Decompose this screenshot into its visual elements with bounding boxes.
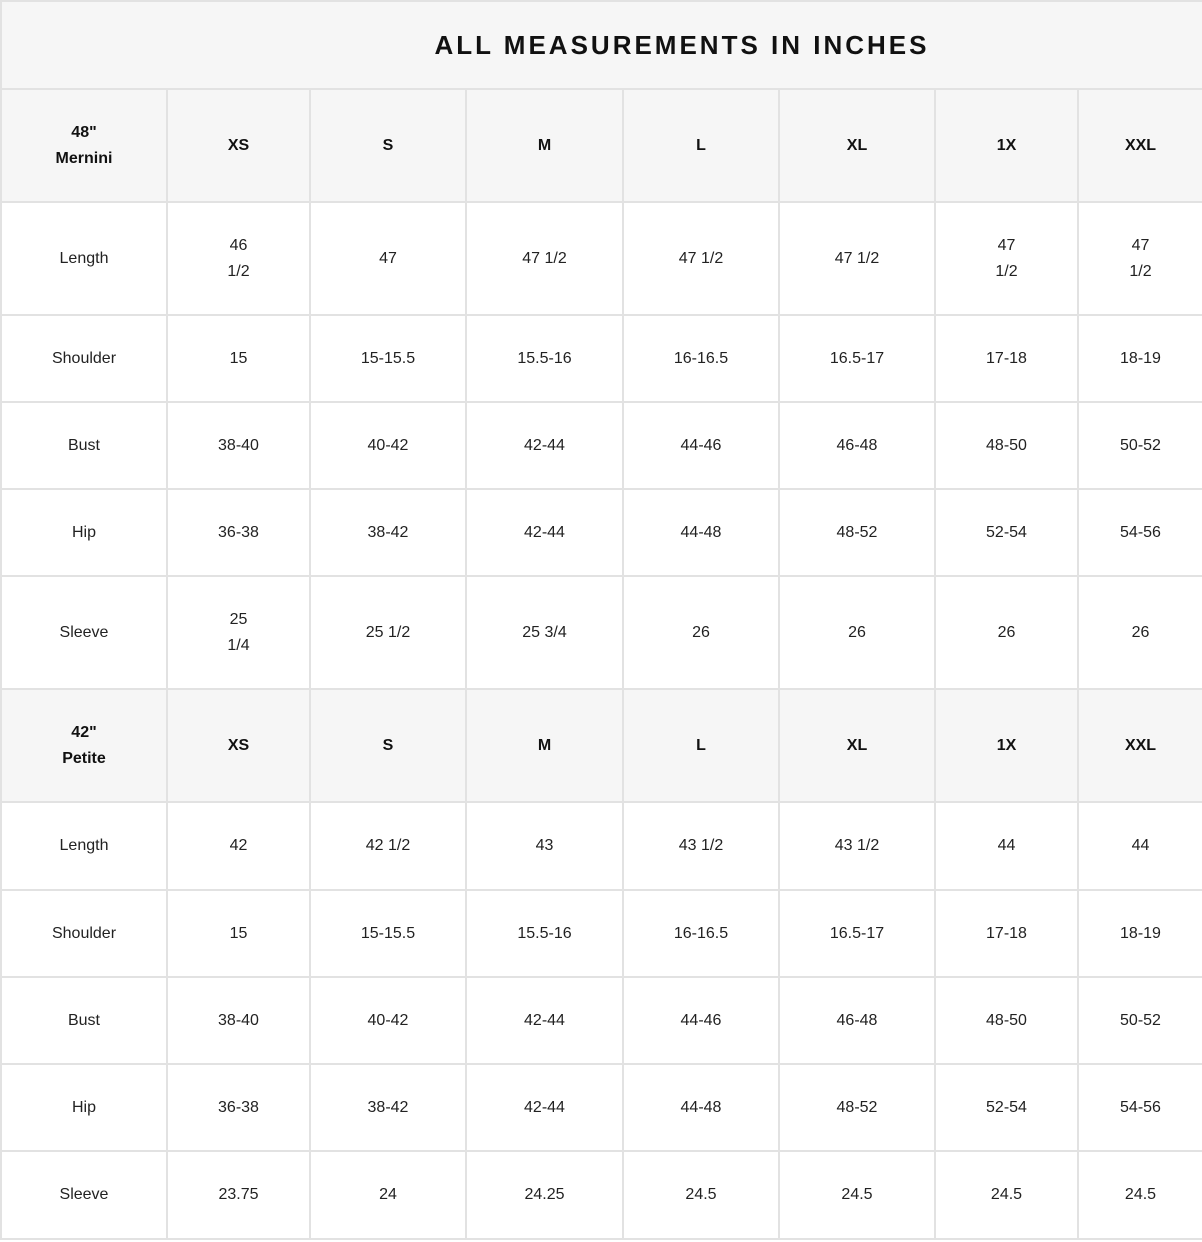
measurement-cell [466, 576, 623, 689]
size-header-row [1, 689, 1202, 802]
size-header-cell: L [623, 689, 779, 802]
measurement-cell [466, 1064, 623, 1151]
measurement-value: 44-46 [680, 1011, 722, 1029]
measurement-cell [1078, 1064, 1202, 1151]
measurement-cell [310, 576, 466, 689]
measurement-value: 50-52 [1120, 1011, 1161, 1029]
measurement-label: Hip [1, 489, 167, 576]
measurement-value: 15 [229, 349, 248, 367]
measurement-value: 46-48 [836, 1011, 878, 1029]
measurement-cell [167, 977, 310, 1064]
measurement-value: 46-48 [836, 436, 878, 454]
measurement-cell [935, 1151, 1078, 1239]
table-row [1, 1064, 1202, 1151]
size-header-cell: S [310, 689, 466, 802]
measurement-value: 44 [997, 837, 1016, 854]
measurement-cell [779, 890, 935, 977]
size-header-cell: XXL [1078, 689, 1202, 802]
measurement-cell [1078, 1151, 1202, 1239]
measurement-value: 16.5-17 [829, 924, 885, 942]
measurement-value: 44-48 [680, 523, 722, 541]
measurement-value: 18-19 [1120, 924, 1161, 942]
measurement-cell [623, 402, 779, 489]
measurement-cell [310, 489, 466, 576]
measurement-value: 47 1/2 [834, 249, 880, 267]
size-header-cell: 1X [935, 689, 1078, 802]
measurement-cell [779, 402, 935, 489]
table-row [1, 489, 1202, 576]
measurement-value: 15 [229, 924, 248, 942]
size-header-cell: XL [779, 89, 935, 202]
size-header-row [1, 89, 1202, 202]
size-header-cell: XXL [1078, 89, 1202, 202]
measurement-value: 15.5-16 [517, 349, 572, 367]
measurement-value: 42-44 [524, 523, 565, 541]
measurement-label: Bust [1, 977, 167, 1064]
measurement-cell [1078, 315, 1202, 402]
measurement-value: 16.5-17 [829, 349, 885, 367]
size-header-cell: S [310, 89, 466, 202]
size-header-cell: XS [167, 89, 310, 202]
measurement-cell [623, 576, 779, 689]
measurement-value: 50-52 [1120, 436, 1161, 454]
size-header-cell: XL [779, 689, 935, 802]
measurement-value: 47 [379, 249, 397, 267]
measurement-cell [623, 1151, 779, 1239]
table-row [1, 576, 1202, 689]
measurement-cell [623, 977, 779, 1064]
measurement-value: 46 1/2 [227, 236, 250, 280]
size-header-cell: XS [167, 689, 310, 802]
measurement-value: 24.5 [990, 1186, 1023, 1203]
measurement-cell [623, 489, 779, 576]
measurement-cell [1078, 977, 1202, 1064]
table-row [1, 890, 1202, 977]
measurement-cell [167, 402, 310, 489]
measurement-cell [779, 1064, 935, 1151]
measurement-value: 44-46 [680, 436, 722, 454]
table-title: ALL MEASUREMENTS IN INCHES [1, 1, 1202, 89]
measurement-value: 26 [997, 623, 1016, 641]
measurement-cell [310, 202, 466, 315]
measurement-cell [466, 977, 623, 1064]
measurement-cell [310, 402, 466, 489]
measurement-cell [1078, 202, 1202, 315]
measurement-value: 43 1/2 [834, 837, 880, 854]
measurement-cell [466, 202, 623, 315]
measurement-cell [167, 202, 310, 315]
measurement-cell [1078, 576, 1202, 689]
measurement-value: 38-40 [218, 1011, 259, 1029]
measurement-value: 42-44 [524, 1098, 565, 1116]
measurement-label: Length [1, 202, 167, 315]
measurement-value: 44 [1131, 837, 1150, 854]
measurement-value: 18-19 [1120, 349, 1161, 367]
measurement-value: 23.75 [218, 1186, 259, 1203]
measurement-value: 42 [229, 837, 248, 854]
measurement-value: 38-40 [218, 436, 259, 454]
measurement-cell [623, 802, 779, 890]
measurement-value: 38-42 [367, 523, 409, 541]
measurement-cell [935, 802, 1078, 890]
measurement-value: 26 [1131, 623, 1150, 641]
measurement-value: 17-18 [986, 924, 1027, 942]
measurement-cell [779, 489, 935, 576]
measurement-value: 43 1/2 [678, 837, 724, 854]
measurement-cell [623, 202, 779, 315]
measurement-value: 15-15.5 [360, 924, 416, 942]
measurement-value: 42-44 [524, 436, 565, 454]
measurement-cell [623, 1064, 779, 1151]
measurement-cell [167, 890, 310, 977]
measurement-cell [935, 890, 1078, 977]
measurement-cell [310, 315, 466, 402]
measurement-value: 26 [692, 623, 710, 641]
measurement-cell [779, 202, 935, 315]
measurement-label: Shoulder [1, 315, 167, 402]
measurement-value: 42 1/2 [365, 837, 411, 854]
measurement-cell [1078, 402, 1202, 489]
measurement-value: 15.5-16 [517, 924, 572, 942]
measurement-value: 47 1/2 [1129, 236, 1152, 280]
table-row [1, 977, 1202, 1064]
measurement-cell [466, 1151, 623, 1239]
measurement-cell [167, 1151, 310, 1239]
table-row [1, 802, 1202, 890]
measurement-cell [779, 576, 935, 689]
table-row [1, 1151, 1202, 1239]
measurement-label: Length [1, 802, 167, 890]
measurement-value: 25 3/4 [522, 623, 567, 641]
measurement-cell [310, 977, 466, 1064]
model-label-text: 48" Mernini [55, 123, 113, 167]
measurement-cell [466, 890, 623, 977]
measurement-value: 48-52 [836, 1098, 878, 1116]
measurement-value: 47 1/2 [995, 236, 1018, 280]
measurement-label: Shoulder [1, 890, 167, 977]
measurement-value: 24.5 [841, 1186, 873, 1203]
measurement-label: Sleeve [1, 1151, 167, 1239]
measurement-value: 16-16.5 [673, 349, 729, 367]
measurement-cell [167, 315, 310, 402]
measurement-cell [310, 890, 466, 977]
measurement-value: 16-16.5 [673, 924, 729, 942]
model-label [1, 89, 167, 202]
size-header-cell: L [623, 89, 779, 202]
size-header-cell: 1X [935, 89, 1078, 202]
measurement-value: 38-42 [367, 1098, 409, 1116]
measurement-value: 48-50 [986, 1011, 1027, 1029]
measurement-value: 52-54 [986, 1098, 1027, 1116]
measurement-value: 54-56 [1120, 1098, 1161, 1116]
measurement-cell [623, 890, 779, 977]
measurement-cell [466, 489, 623, 576]
measurement-cell [1078, 802, 1202, 890]
measurement-value: 24.5 [1124, 1186, 1157, 1203]
measurement-cell [167, 489, 310, 576]
measurement-cell [935, 576, 1078, 689]
title-row [1, 1, 1202, 89]
measurement-value: 17-18 [986, 349, 1027, 367]
table-row [1, 402, 1202, 489]
model-label [1, 689, 167, 802]
measurement-value: 36-38 [218, 1098, 259, 1116]
measurement-value: 47 1/2 [522, 249, 567, 267]
measurement-value: 36-38 [218, 523, 259, 541]
measurement-cell [779, 802, 935, 890]
measurement-value: 40-42 [367, 436, 409, 454]
measurement-cell [1078, 890, 1202, 977]
measurement-value: 44-48 [680, 1098, 722, 1116]
measurement-value: 47 1/2 [678, 249, 724, 267]
measurement-cell [310, 1151, 466, 1239]
measurement-cell [466, 802, 623, 890]
measurement-value: 26 [848, 623, 866, 641]
measurement-value: 24.25 [524, 1186, 565, 1203]
measurement-label: Hip [1, 1064, 167, 1151]
measurement-label: Bust [1, 402, 167, 489]
measurement-value: 48-52 [836, 523, 878, 541]
measurement-cell [1078, 489, 1202, 576]
measurement-cell [167, 576, 310, 689]
measurement-value: 42-44 [524, 1011, 565, 1029]
measurement-value: 25 1/2 [365, 623, 411, 641]
model-label-text: 42" Petite [62, 723, 106, 767]
measurement-cell [779, 1151, 935, 1239]
measurement-cell [935, 489, 1078, 576]
measurement-cell [623, 315, 779, 402]
measurement-value: 52-54 [986, 523, 1027, 541]
measurement-cell [167, 1064, 310, 1151]
table-row [1, 202, 1202, 315]
measurement-value: 24 [379, 1186, 397, 1203]
measurement-cell [935, 1064, 1078, 1151]
measurement-value: 25 1/4 [227, 610, 250, 654]
measurement-value: 15-15.5 [360, 349, 416, 367]
measurement-cell [779, 315, 935, 402]
measurement-cell [167, 802, 310, 890]
measurement-cell [466, 315, 623, 402]
measurement-value: 40-42 [367, 1011, 409, 1029]
measurement-cell [779, 977, 935, 1064]
measurement-value: 54-56 [1120, 523, 1161, 541]
measurement-cell [935, 402, 1078, 489]
measurement-cell [935, 315, 1078, 402]
size-header-cell: M [466, 689, 623, 802]
measurement-cell [935, 977, 1078, 1064]
measurement-cell [466, 402, 623, 489]
measurement-value: 43 [535, 837, 554, 854]
measurement-value: 24.5 [685, 1186, 717, 1203]
measurement-cell [935, 202, 1078, 315]
size-header-cell: M [466, 89, 623, 202]
measurement-label: Sleeve [1, 576, 167, 689]
measurement-value: 48-50 [986, 436, 1027, 454]
table-row [1, 315, 1202, 402]
measurement-cell [310, 1064, 466, 1151]
measurement-cell [310, 802, 466, 890]
